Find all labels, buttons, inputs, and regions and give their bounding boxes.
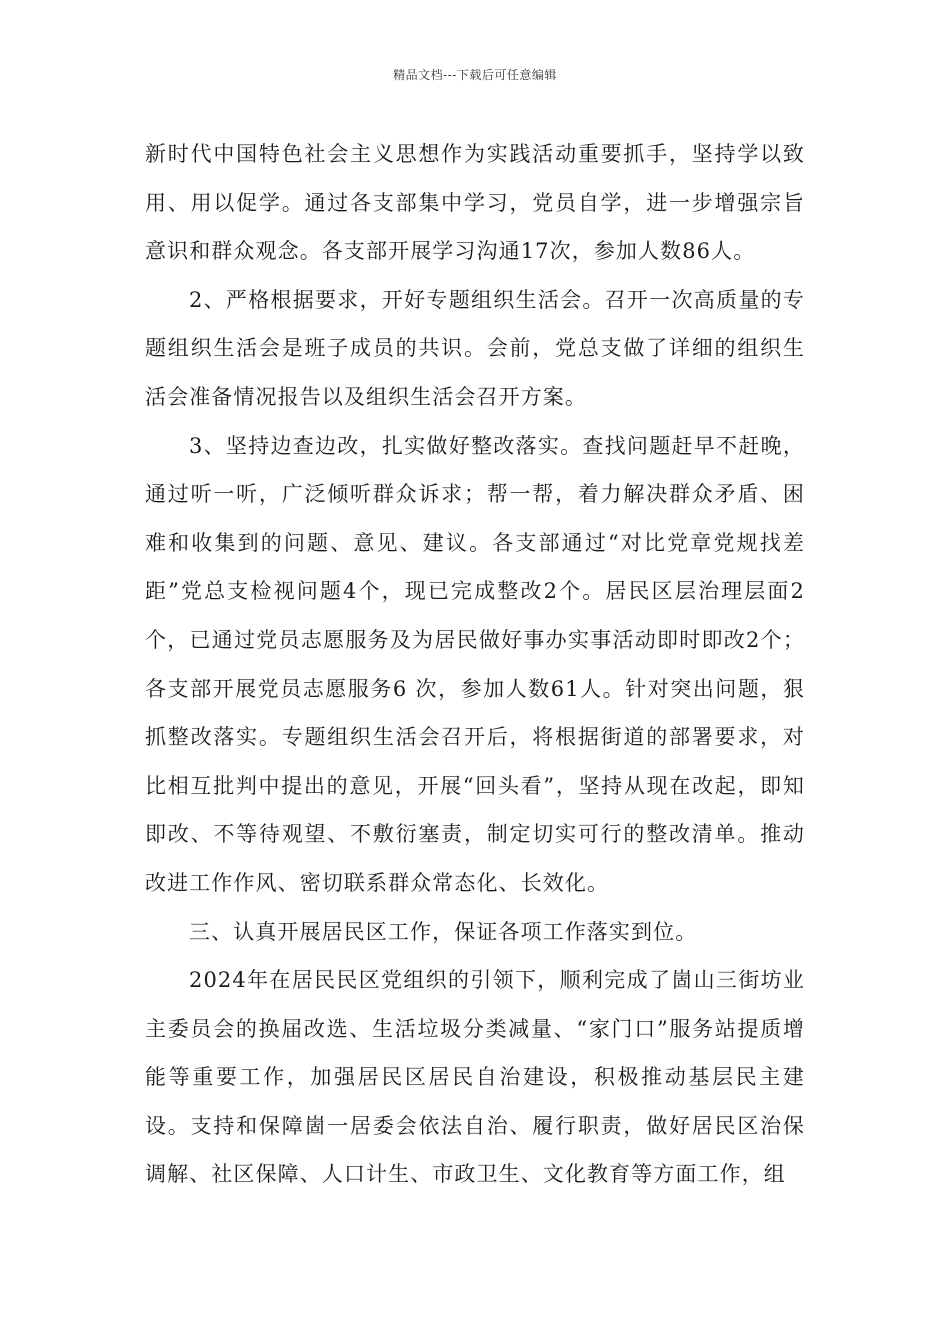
paragraph-2: 2、严格根据要求，开好专题组织生活会。召开一次高质量的专题组织生活会是班子成员的共识。会前，党总支做了详细的组织生活会准备情况报告以及组织生活会召开方案。	[145, 287, 805, 409]
paragraph-4: 2024年在居民民区党组织的引领下，顺利完成了崮山三街坊业主委员会的换届改选、生活垃圾分类减量、“家门口”服务站提质增能等重要工作，加强居民区居民自治建设，积极推动基层民主建设。支持和保障崮一居委会依法自治、履行职责，做好居民区治保调解、社区保障、人口计生、市政卫生、文化教育等方面工作，组	[145, 968, 806, 1187]
paragraph-1: 新时代中国特色社会主义思想作为实践活动重要抓手，坚持学以致用、用以促学。通过各支部集中学习，党员自学，进一步增强宗旨意识和群众观念。各支部开展学习沟通17次，参加人数86人。	[145, 142, 805, 264]
document-body	[145, 130, 805, 1199]
page-header: 精品文档---下载后可任意编辑	[393, 68, 557, 82]
section-heading: 三、认真开展居民区工作，保证各项工作落实到位。	[189, 919, 698, 944]
paragraph-3: 3、坚持边查边改，扎实做好整改落实。查找问题赶早不赶晚，通过听一听，广泛倾听群众诉求；帮一帮，着力解决群众矛盾、困难和收集到的问题、意见、建议。各支部通过“对比党章党规找差距”党总支检视问题4个，现已完成整改2个。居民区层治理层面2个，已通过党员志愿服务及为居民做好事办实事活动即时即改2个；各支部开展党员志愿服务6 次，参加人数61人。针对突出问题，狠抓整改落实。专题组织生活会召开后，将根据街道的部署要求，对比相互批判中提出的意见，开展“回头看”，坚持从现在改起，即知即改、不等待观望、不敷衍塞责，制定切实可行的整改清单。推动改进工作作风、密切联系群众常态化、长效化。	[145, 433, 805, 895]
